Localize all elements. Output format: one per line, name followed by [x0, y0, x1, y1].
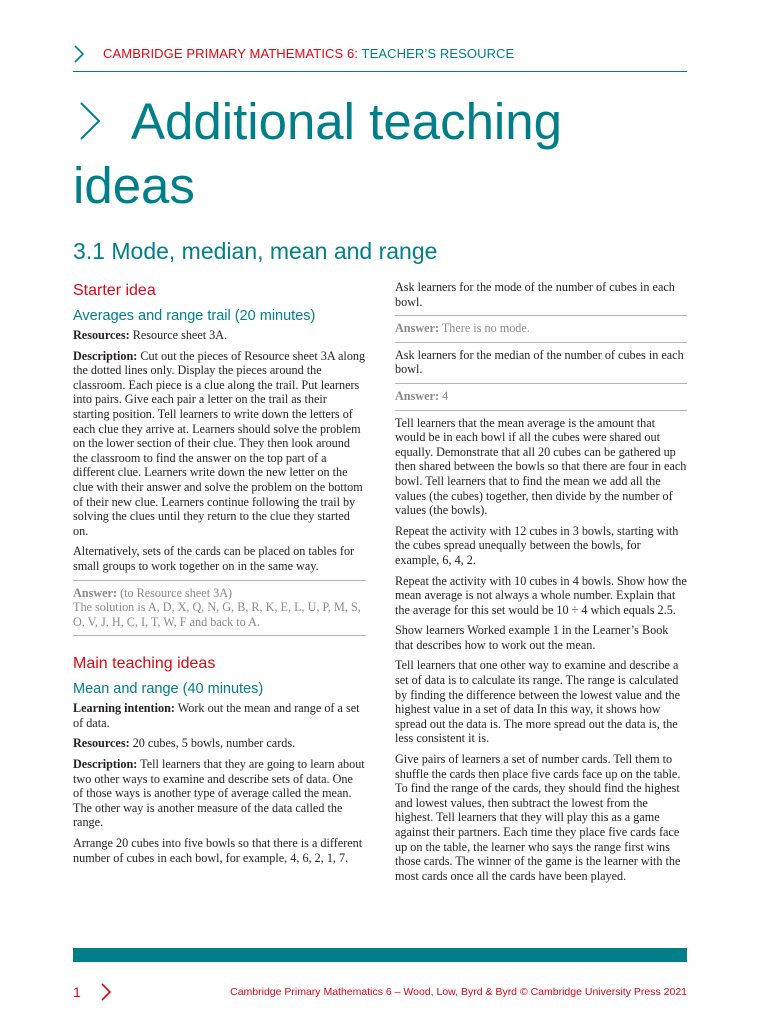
main-subheading: Mean and range (40 minutes): [73, 681, 264, 698]
divider: [395, 342, 687, 343]
left-column: [73, 281, 366, 871]
footer-credit: Cambridge Primary Mathematics 6 – Wood, Low, Byrd & Byrd © Cambridge University Press 2021: [230, 986, 687, 998]
page-title: [73, 90, 693, 218]
description-label: Description:: [73, 348, 138, 363]
right-column: [395, 280, 687, 889]
answer-label: Answer:: [73, 585, 118, 600]
starter-answer: [73, 586, 366, 601]
median-answer: [395, 389, 687, 404]
page-number: 1: [73, 984, 81, 1000]
header-chevron-icon: [73, 44, 85, 64]
running-head-resource: TEACHER’S RESOURCE: [361, 46, 515, 61]
description-label: Description:: [73, 757, 138, 772]
mode-answer: [395, 321, 687, 336]
starter-subheading: Averages and range trail (20 minutes): [73, 308, 316, 324]
game-paragraph: Give pairs of learners a set of number cards. Tell them to shuffle the cards then place five cards face up on the table. To find the range of the cards, they should find the highest and lowest values, then subtract the lowest from the highest. Tell learners that they will play this as a game against their partners. Each time they place five cards face up on the table, the learner who says the range first wins those cards. The winner of the game is the learner with the most cards once all the cards have been played.: [395, 752, 681, 883]
header-rule: [73, 71, 687, 72]
page-title-line-1: Additional teaching: [131, 93, 562, 150]
median-question: Ask learners for the median of the number of cubes in each bowl.: [395, 347, 684, 377]
learning-intention: [73, 701, 366, 730]
main-arrange: Arrange 20 cubes into five bowls so that there is a different number of cubes in each bowl, for example, 4, 6, 2, 1, 7.: [73, 836, 363, 865]
answer-text: (to Resource sheet 3A): [120, 585, 233, 600]
divider: [73, 580, 366, 581]
repeat-paragraph-2: Repeat the activity with 10 cubes in 4 bowls. Show how the mean average is not always a whole number. Explain that the average for this set would be 10 ÷ 4 which equals 2.5.: [395, 573, 687, 617]
divider: [395, 410, 687, 411]
divider: [395, 315, 687, 316]
answer-text: 4: [442, 388, 449, 403]
learning-label: Learning intention:: [73, 701, 175, 716]
answer-label: Answer:: [395, 321, 440, 336]
resources-label: Resources:: [73, 328, 130, 342]
answer-text: There is no mode.: [441, 321, 530, 336]
mean-paragraph: Tell learners that the mean average is the amount that would be in each bowl if all the cubes were shared out equally. Demonstrate that all 20 cubes can be gathered up then shared between the bowls so that there are four in each bowl. Tell learners that to find the mean we add all the values (the cubes) together, then divide by the number of values (the bowls).: [395, 415, 687, 518]
running-head: [103, 46, 514, 61]
learning-text: Work out the mean and range of a set of data.: [73, 701, 360, 730]
starter-solution: The solution is A, D, X, Q, N, G, B, R, K, E, L, U, P, M, S, O, V, J, H, C, I, T, W, F and back to A.: [73, 600, 361, 629]
description-text: Tell learners that they are going to learn about two other ways to examine and describe sets of data. One of those ways is another type of average called the mean. The other way is another measure of the data called the range.: [73, 757, 365, 830]
range-paragraph: Tell learners that one other way to examine and describe a set of data is to calculate its range. The range is calculated by finding the difference between the lowest value and the highest value in a set of data In this way, it shows how spread out the data is. The more spread out the data is, the less consistent it is.: [395, 658, 681, 746]
divider: [395, 383, 687, 384]
page-title-line-2: ideas: [73, 157, 195, 214]
footer-bar: [73, 948, 687, 962]
repeat-paragraph-1: Repeat the activity with 12 cubes in 3 bowls, starting with the cubes spread unequally between the bowls, for example, 6, 4, 2.: [395, 523, 679, 567]
starter-resources: [73, 328, 366, 343]
resources-text: 20 cubes, 5 bowls, number cards.: [132, 736, 296, 751]
resources-text: Resource sheet 3A.: [132, 328, 228, 342]
resources-label: Resources:: [73, 736, 130, 751]
divider: [73, 635, 366, 636]
main-resources: [73, 736, 366, 751]
main-heading: Main teaching ideas: [73, 655, 216, 673]
worked-example-paragraph: Show learners Worked example 1 in the Learner’s Book that describes how to work out the mean.: [395, 623, 669, 652]
section-title: 3.1 Mode, median, mean and range: [73, 238, 438, 264]
main-description: [73, 757, 366, 830]
mode-question: Ask learners for the mode of the number of cubes in each bowl.: [395, 280, 675, 309]
footer-chevron-icon: [100, 982, 112, 1002]
running-head-series: CAMBRIDGE PRIMARY MATHEMATICS 6:: [103, 46, 359, 61]
starter-heading: Starter idea: [73, 282, 156, 299]
starter-alternative: Alternatively, sets of the cards can be placed on tables for small groups to work together on in the same way.: [73, 544, 355, 573]
starter-description: [73, 349, 366, 539]
description-text: Cut out the pieces of Resource sheet 3A along the dotted lines only. Display the pieces around the classroom. Each piece is a clue along the trail. Put learners into pairs. Give each pair a letter on the trail as their starting position. Tell learners to write down the letters of each clue they arrive at. Learners should solve the problem on the lower section of their clue. They then look around the classroom to find the answer on the top part of a different clue. Learners write down the new letter on the clue with their answer and solve the problem on the bottom of their new clue. Learners continue following the trail by solving the clues until they return to the clue they started on.: [73, 348, 366, 538]
answer-label: Answer:: [395, 388, 440, 403]
